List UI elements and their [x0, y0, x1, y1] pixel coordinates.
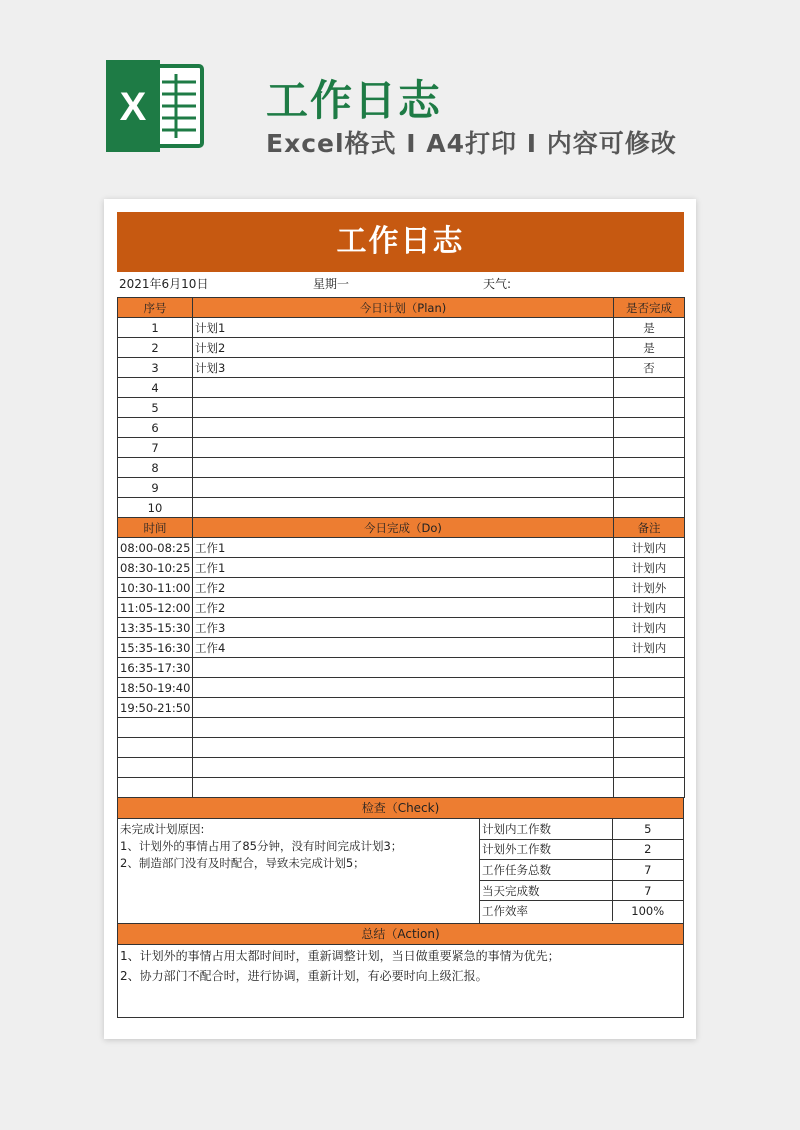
do-time-cell[interactable] [118, 778, 193, 798]
plan-header-cell: 序号 [118, 298, 193, 318]
do-note-cell[interactable]: 计划内 [614, 638, 685, 658]
plan-item-cell[interactable] [193, 498, 614, 518]
plan-index-cell[interactable]: 8 [118, 458, 193, 478]
check-reason-line: 1、计划外的事情占用了85分钟，没有时间完成计划3； [120, 839, 403, 853]
do-item-cell[interactable]: 工作1 [193, 558, 614, 578]
do-time-cell[interactable]: 08:30-10:25 [118, 558, 193, 578]
plan-header-cell: 今日计划（Plan) [193, 298, 614, 318]
do-item-cell[interactable] [193, 738, 614, 758]
do-note-cell[interactable] [614, 778, 685, 798]
do-row [118, 638, 685, 658]
plan-row [118, 438, 685, 458]
do-time-cell[interactable]: 19:50-21:50 [118, 698, 193, 718]
do-row [118, 658, 685, 678]
check-stat-value[interactable]: 7 [612, 880, 683, 901]
do-note-cell[interactable]: 计划内 [614, 538, 685, 558]
action-line: 1、计划外的事情占用太都时间时，重新调整计划，当日做重要紧急的事情为优先； [120, 949, 560, 963]
do-time-cell[interactable]: 13:35-15:30 [118, 618, 193, 638]
do-note-cell[interactable]: 计划内 [614, 558, 685, 578]
action-title: 总结（Action) [117, 924, 684, 945]
do-note-cell[interactable]: 计划内 [614, 618, 685, 638]
plan-table [117, 297, 685, 518]
plan-row [118, 478, 685, 498]
plan-item-cell[interactable] [193, 458, 614, 478]
do-item-cell[interactable] [193, 678, 614, 698]
weekday-text: 星期一 [313, 277, 350, 291]
plan-row [118, 418, 685, 438]
do-row [118, 678, 685, 698]
plan-done-cell[interactable] [614, 398, 685, 418]
plan-item-cell[interactable] [193, 478, 614, 498]
check-stat-label[interactable]: 工作任务总数 [480, 860, 612, 881]
do-time-cell[interactable]: 10:30-11:00 [118, 578, 193, 598]
check-stats [480, 819, 683, 923]
check-reason-line: 未完成计划原因: [120, 822, 205, 836]
plan-row [118, 338, 685, 358]
plan-index-cell[interactable]: 10 [118, 498, 193, 518]
plan-item-cell[interactable] [193, 418, 614, 438]
do-table [117, 518, 685, 798]
plan-row [118, 318, 685, 338]
do-note-cell[interactable] [614, 658, 685, 678]
check-stat-label[interactable]: 计划内工作数 [480, 819, 612, 839]
do-header-cell: 今日完成（Do) [193, 518, 614, 538]
do-header-row [118, 518, 685, 538]
do-time-cell[interactable] [118, 758, 193, 778]
do-row [118, 618, 685, 638]
check-stat-value[interactable]: 2 [612, 839, 683, 860]
check-stats-table [480, 819, 683, 921]
plan-row [118, 378, 685, 398]
check-stat-value[interactable]: 100% [612, 901, 683, 921]
plan-item-cell[interactable] [193, 398, 614, 418]
do-row [118, 578, 685, 598]
do-time-cell[interactable]: 11:05-12:00 [118, 598, 193, 618]
logo-letter: X [119, 85, 147, 129]
plan-item-cell[interactable] [193, 438, 614, 458]
check-reasons [118, 819, 480, 923]
do-time-cell[interactable] [118, 738, 193, 758]
action-line: 2、协力部门不配合时，进行协调，重新计划，有必要时向上级汇报。 [120, 969, 488, 983]
do-item-cell[interactable] [193, 698, 614, 718]
action-body [117, 945, 684, 1018]
check-stat-row [480, 901, 683, 921]
plan-done-cell[interactable]: 否 [614, 358, 685, 378]
do-note-cell[interactable]: 计划内 [614, 598, 685, 618]
plan-row [118, 398, 685, 418]
do-row [118, 758, 685, 778]
do-item-cell[interactable] [193, 658, 614, 678]
meta-row [117, 272, 684, 297]
worksheet-paper [104, 199, 696, 1039]
do-row [118, 718, 685, 738]
banner-subtitle: Excel格式 I A4打印 I 内容可修改 [266, 129, 677, 158]
do-header-cell: 时间 [118, 518, 193, 538]
do-note-cell[interactable] [614, 758, 685, 778]
plan-item-cell[interactable]: 计划3 [193, 358, 614, 378]
do-time-cell[interactable] [118, 718, 193, 738]
excel-logo-icon [104, 60, 204, 152]
do-time-cell[interactable]: 18:50-19:40 [118, 678, 193, 698]
worksheet [117, 212, 684, 1018]
date-text: 2021年6月10日 [119, 277, 209, 291]
check-stat-label[interactable]: 工作效率 [482, 904, 528, 919]
do-header-cell: 备注 [614, 518, 685, 538]
check-stat-row [480, 839, 683, 860]
check-reason-line: 2、制造部门没有及时配合，导致未完成计划5； [120, 856, 365, 870]
plan-done-cell[interactable] [614, 438, 685, 458]
do-time-cell[interactable]: 15:35-16:30 [118, 638, 193, 658]
do-item-cell[interactable]: 工作2 [193, 598, 614, 618]
check-stat-row [480, 860, 683, 881]
plan-index-cell[interactable]: 9 [118, 478, 193, 498]
plan-index-cell[interactable]: 4 [118, 378, 193, 398]
plan-item-cell[interactable]: 计划1 [193, 318, 614, 338]
do-note-cell[interactable] [614, 738, 685, 758]
do-time-cell[interactable]: 08:00-08:25 [118, 538, 193, 558]
do-item-cell[interactable]: 工作4 [193, 638, 614, 658]
banner-title: 工作日志 [266, 76, 443, 125]
check-stat-label[interactable]: 当天完成数 [480, 880, 612, 901]
plan-done-cell[interactable] [614, 378, 685, 398]
do-item-cell[interactable] [193, 718, 614, 738]
plan-done-cell[interactable]: 是 [614, 318, 685, 338]
do-time-cell[interactable]: 16:35-17:30 [118, 658, 193, 678]
do-row [118, 598, 685, 618]
do-item-cell[interactable]: 工作3 [193, 618, 614, 638]
check-stat-row [480, 819, 683, 839]
plan-done-cell[interactable]: 是 [614, 338, 685, 358]
plan-header-row [118, 298, 685, 318]
check-section [117, 819, 684, 924]
plan-index-cell[interactable]: 1 [118, 318, 193, 338]
plan-done-cell[interactable] [614, 478, 685, 498]
plan-index-cell[interactable]: 6 [118, 418, 193, 438]
do-item-cell[interactable]: 工作1 [193, 538, 614, 558]
check-stat-value[interactable]: 7 [612, 860, 683, 881]
do-item-cell[interactable] [193, 778, 614, 798]
plan-row [118, 358, 685, 378]
check-title: 检查（Check) [117, 798, 684, 819]
do-note-cell[interactable] [614, 678, 685, 698]
do-note-cell[interactable]: 计划外 [614, 578, 685, 598]
do-item-cell[interactable] [193, 758, 614, 778]
sheet-title: 工作日志 [117, 212, 684, 272]
do-row [118, 738, 685, 758]
plan-index-cell[interactable]: 3 [118, 358, 193, 378]
plan-index-cell[interactable]: 2 [118, 338, 193, 358]
check-stat-row [480, 880, 683, 901]
do-note-cell[interactable] [614, 718, 685, 738]
plan-item-cell[interactable] [193, 378, 614, 398]
plan-index-cell[interactable]: 5 [118, 398, 193, 418]
plan-done-cell[interactable] [614, 498, 685, 518]
do-row [118, 698, 685, 718]
plan-done-cell[interactable] [614, 458, 685, 478]
check-stat-value[interactable]: 5 [612, 819, 683, 839]
do-row [118, 778, 685, 798]
plan-header-cell: 是否完成 [614, 298, 685, 318]
do-note-cell[interactable] [614, 698, 685, 718]
plan-item-cell[interactable]: 计划2 [193, 338, 614, 358]
do-item-cell[interactable]: 工作2 [193, 578, 614, 598]
plan-index-cell[interactable]: 7 [118, 438, 193, 458]
weather-label: 天气: [483, 277, 512, 291]
plan-row [118, 498, 685, 518]
do-row [118, 538, 685, 558]
check-stat-label[interactable]: 计划外工作数 [480, 839, 612, 860]
plan-done-cell[interactable] [614, 418, 685, 438]
do-row [118, 558, 685, 578]
plan-row [118, 458, 685, 478]
